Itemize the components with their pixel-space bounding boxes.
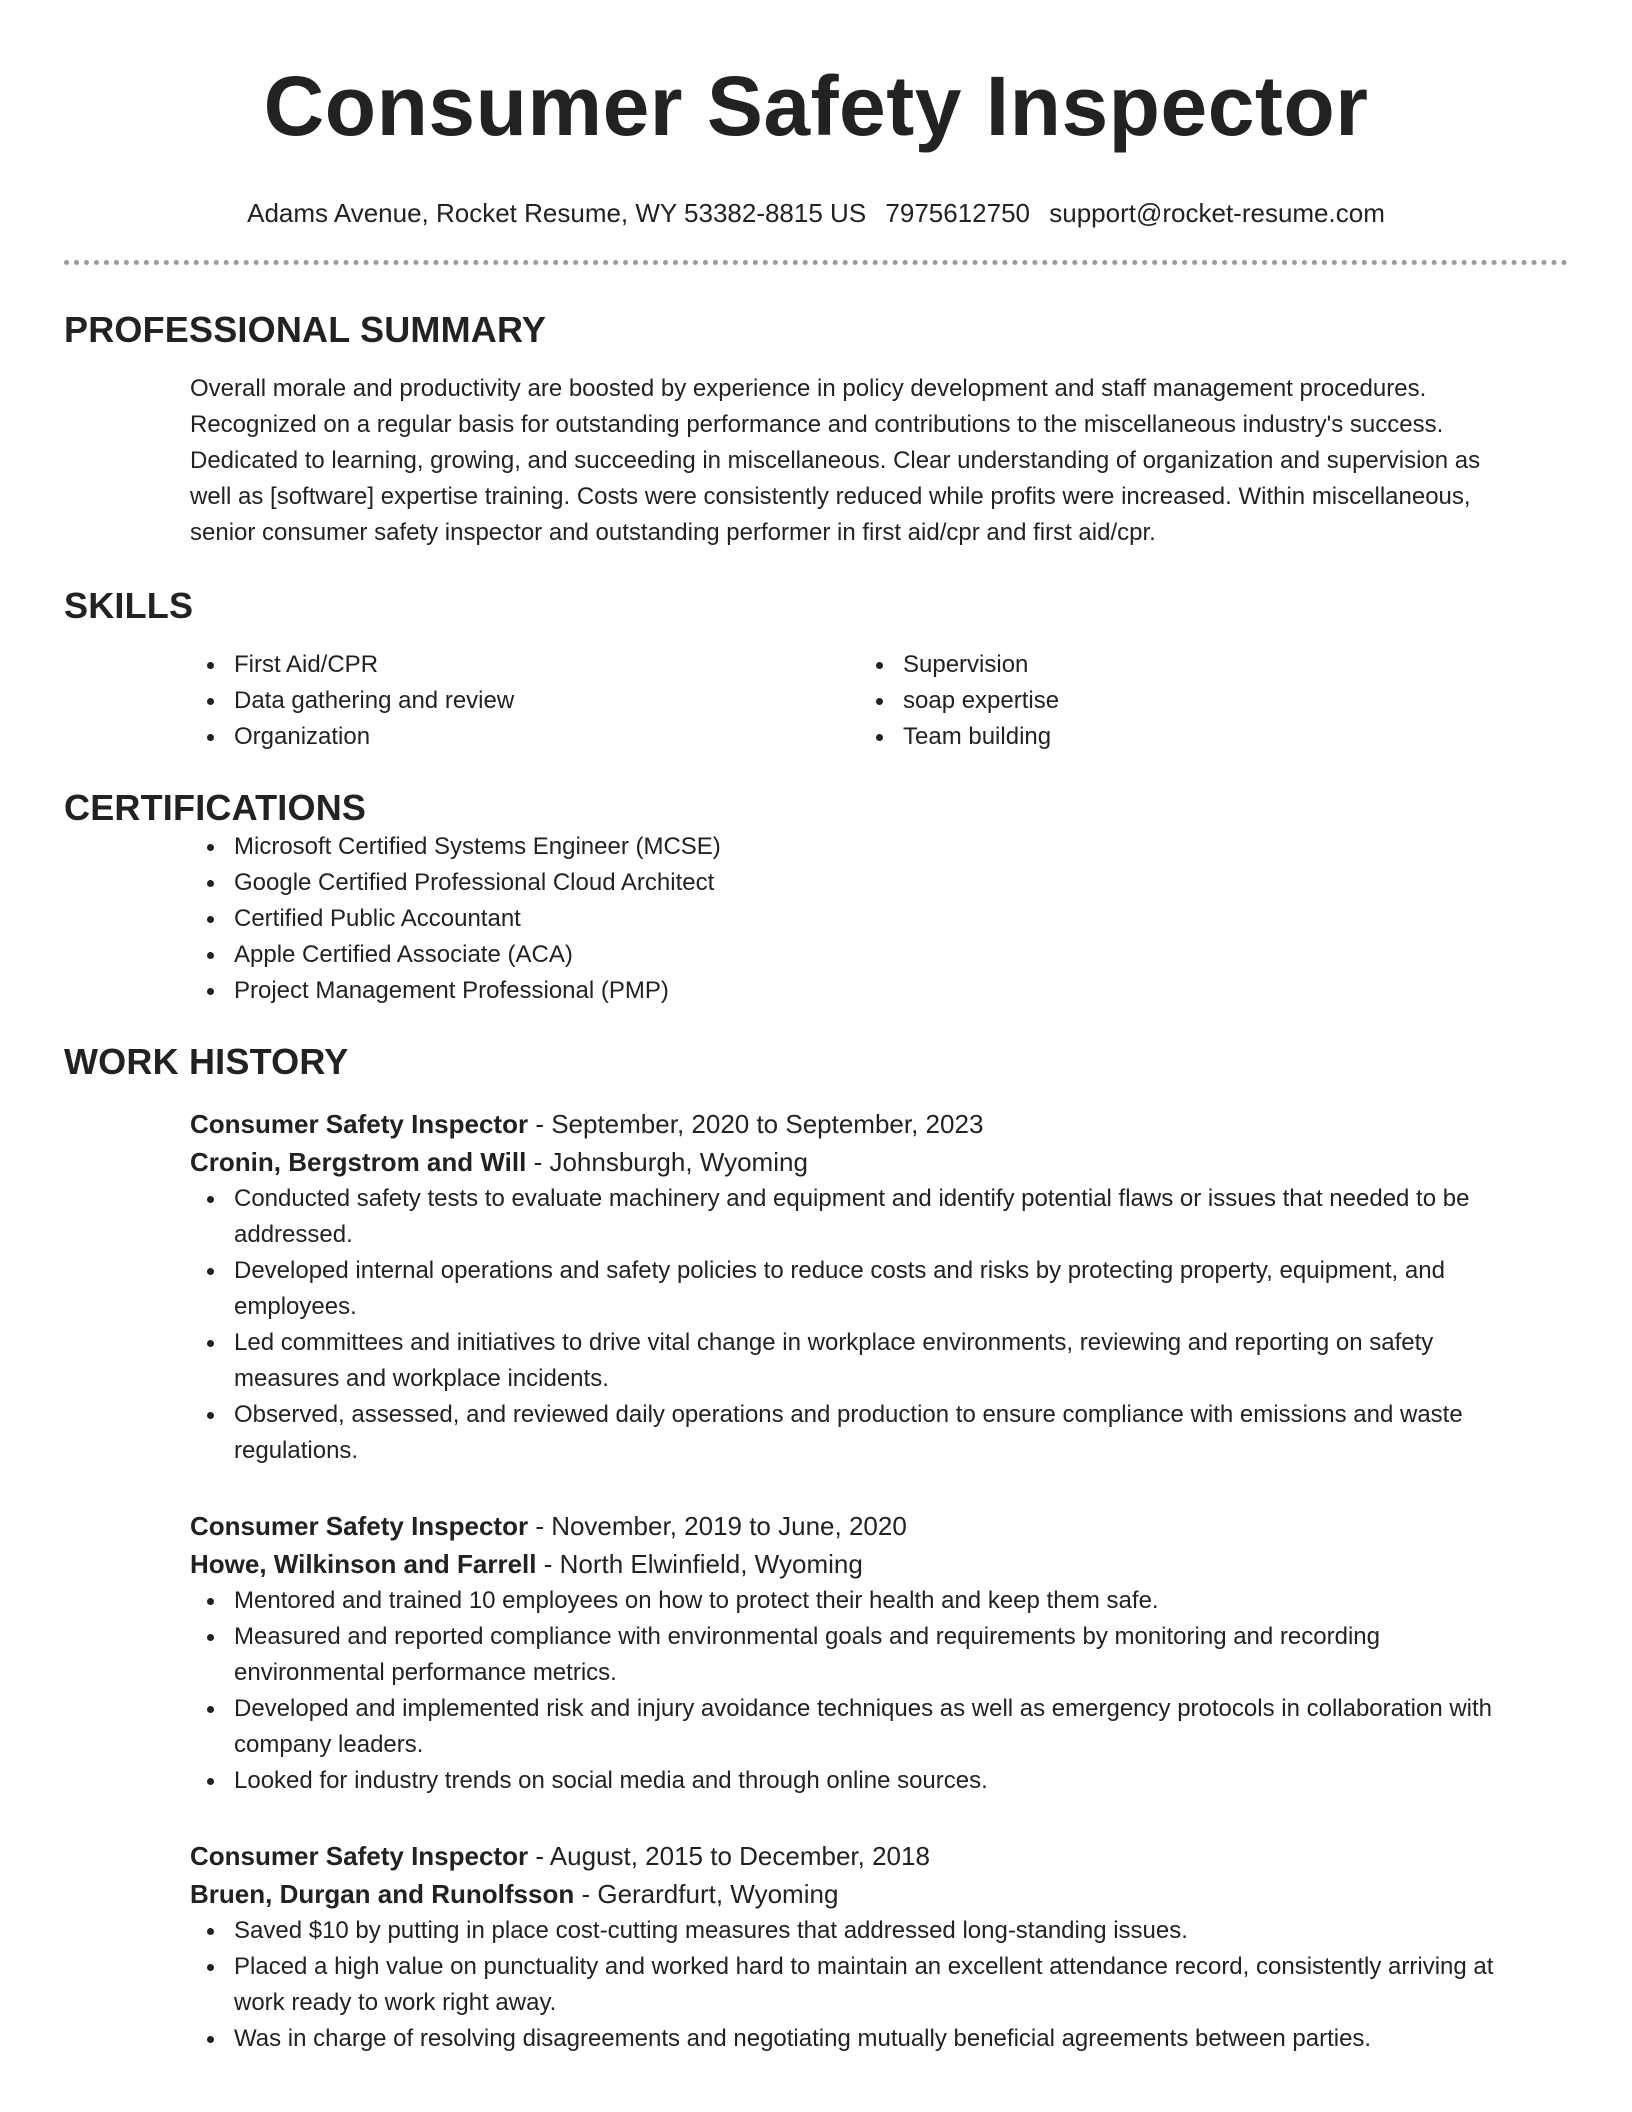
certifications-list (190, 829, 1528, 1009)
skill-item: Data gathering and review (190, 683, 859, 719)
job-title-line (190, 1105, 1528, 1143)
job-entry (190, 1105, 1528, 1469)
certification-item: Microsoft Certified Systems Engineer (MCSE) (190, 829, 1528, 865)
job-location: - Gerardfurt, Wyoming (574, 1879, 839, 1909)
job-title-line (190, 1837, 1528, 1875)
section-title: PROFESSIONAL SUMMARY (64, 309, 547, 350)
job-dates: - November, 2019 to June, 2020 (528, 1511, 907, 1541)
job-duty-item: Placed a high value on punctuality and worked hard to maintain an excellent attendance record, consistently arriving at work ready to work right away. (190, 1949, 1528, 2021)
job-company: Howe, Wilkinson and Farrell (190, 1549, 537, 1579)
summary-text: Overall morale and productivity are boosted by experience in policy development and staff management procedures. Recognized on a regular basis for outstanding performance and contributions to the miscellaneous industry's success. Dedicated to learning, growing, and succeeding in miscellaneous. Clear understanding of organization and supervision as well as [software] expertise training. Costs were consistently reduced while profits were increased. Within miscellaneous, senior consumer safety inspector and outstanding performer in first aid/cpr and first aid/cpr. (190, 375, 1481, 546)
job-duty-item: Developed and implemented risk and injury avoidance techniques as well as emergency protocols in collaboration with company leaders. (190, 1691, 1528, 1763)
job-duty-item: Mentored and trained 10 employees on how to protect their health and keep them safe. (190, 1583, 1528, 1619)
job-duty-item: Saved $10 by putting in place cost-cutting measures that addressed long-standing issues. (190, 1913, 1528, 1949)
skills-list-left (190, 647, 859, 755)
skills-section (64, 585, 1568, 755)
job-company: Bruen, Durgan and Runolfsson (190, 1879, 575, 1909)
section-title: WORK HISTORY (64, 1041, 349, 1082)
job-duties-list (190, 1583, 1528, 1799)
skill-item: Supervision (859, 647, 1528, 683)
job-entry (190, 1507, 1528, 1799)
contact-address: Adams Avenue, Rocket Resume, WY 53382-8815 US (247, 198, 867, 228)
job-entry (190, 1837, 1528, 2057)
resume-name: Consumer Safety Inspector (263, 59, 1369, 153)
job-role: Consumer Safety Inspector (190, 1841, 529, 1871)
skills-list-right (859, 647, 1528, 755)
job-duty-item: Observed, assessed, and reviewed daily operations and production to ensure compliance with emissions and waste regulations. (190, 1397, 1528, 1469)
job-company-line (190, 1875, 1528, 1913)
contact-email: support@rocket-resume.com (1049, 198, 1385, 228)
header-divider (64, 260, 1568, 265)
section-title: CERTIFICATIONS (64, 787, 367, 828)
job-duties-list (190, 1913, 1528, 2057)
job-location: - North Elwinfield, Wyoming (536, 1549, 863, 1579)
job-dates: - August, 2015 to December, 2018 (528, 1841, 930, 1871)
contact-phone: 7975612750 (885, 198, 1031, 228)
job-company-line (190, 1143, 1528, 1181)
section-title: SKILLS (64, 585, 194, 626)
job-duties-list (190, 1181, 1528, 1469)
certifications-section (64, 787, 1568, 1009)
work-history-section (64, 1041, 1568, 2057)
certification-item: Google Certified Professional Cloud Architect (190, 865, 1528, 901)
job-location: - Johnsburgh, Wyoming (526, 1147, 808, 1177)
job-title-line (190, 1507, 1528, 1545)
job-role: Consumer Safety Inspector (190, 1511, 529, 1541)
skill-item: First Aid/CPR (190, 647, 859, 683)
certification-item: Project Management Professional (PMP) (190, 973, 1528, 1009)
job-company: Cronin, Bergstrom and Will (190, 1147, 527, 1177)
job-duty-item: Conducted safety tests to evaluate machinery and equipment and identify potential flaws or issues that needed to be addressed. (190, 1181, 1528, 1253)
job-duty-item: Looked for industry trends on social media and through online sources. (190, 1763, 1528, 1799)
job-dates: - September, 2020 to September, 2023 (528, 1109, 984, 1139)
job-role: Consumer Safety Inspector (190, 1109, 529, 1139)
skill-item: soap expertise (859, 683, 1528, 719)
job-duty-item: Led committees and initiatives to drive vital change in workplace environments, reviewing and reporting on safety measures and workplace incidents. (190, 1325, 1528, 1397)
certification-item: Apple Certified Associate (ACA) (190, 937, 1528, 973)
contact-line (64, 196, 1568, 230)
job-duty-item: Developed internal operations and safety policies to reduce costs and risks by protecting property, equipment, and employees. (190, 1253, 1528, 1325)
skill-item: Organization (190, 719, 859, 755)
professional-summary-section (64, 309, 1568, 551)
skill-item: Team building (859, 719, 1528, 755)
job-duty-item: Measured and reported compliance with environmental goals and requirements by monitoring and recording environmental performance metrics. (190, 1619, 1528, 1691)
job-company-line (190, 1545, 1528, 1583)
job-duty-item: Was in charge of resolving disagreements and negotiating mutually beneficial agreements between parties. (190, 2021, 1528, 2057)
certification-item: Certified Public Accountant (190, 901, 1528, 937)
